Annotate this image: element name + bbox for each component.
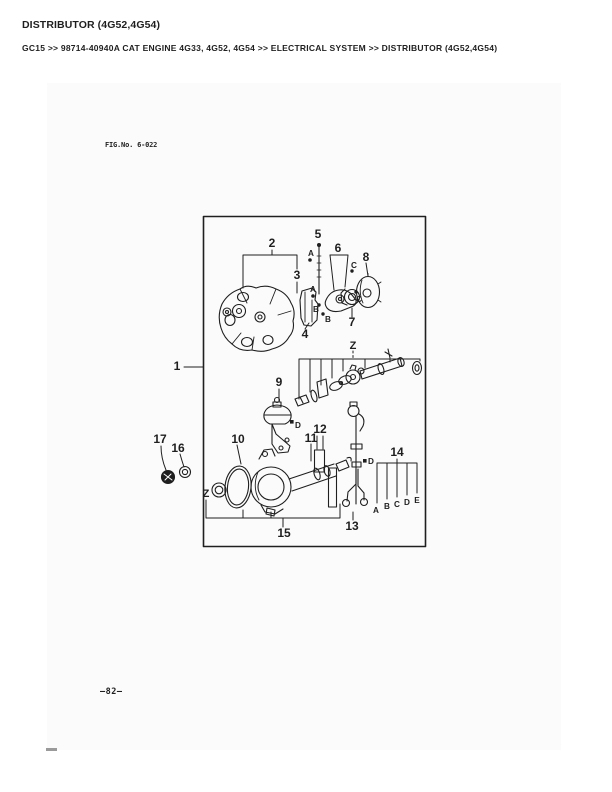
callout-1: 1	[173, 359, 181, 373]
scan-artifact-mark	[46, 748, 57, 751]
vacuum-advance-unit	[264, 398, 291, 454]
distributor-cap	[219, 286, 294, 351]
leader-10	[237, 445, 241, 464]
bracket-14	[377, 459, 417, 503]
callout-11: 11	[304, 431, 318, 445]
screw-a-1	[308, 258, 312, 262]
callout-4: 4	[301, 327, 309, 341]
callout-legend-c: C	[394, 500, 400, 509]
callout-9: 9	[275, 375, 283, 389]
callout-8: 8	[362, 250, 370, 264]
leader-12	[317, 436, 323, 449]
callout-labels	[153, 227, 420, 540]
screw-c-2	[354, 290, 357, 293]
callout-a-2: A	[310, 285, 316, 294]
callout-legend-b: B	[384, 502, 390, 511]
callout-legend-d: D	[404, 498, 410, 507]
drive-shaft-assembly	[295, 349, 422, 406]
screw-a-2	[311, 294, 315, 298]
shaft-end-washer	[413, 362, 422, 375]
callout-2: 2	[268, 236, 276, 250]
callout-13: 13	[345, 519, 359, 533]
leader-17	[161, 446, 166, 470]
callout-b-1: B	[313, 305, 319, 314]
callout-14: 14	[390, 445, 404, 459]
screw-d-2	[363, 459, 367, 463]
callout-d-1: D	[295, 421, 301, 430]
screw-d-1	[290, 420, 294, 424]
figure-number-label: FIG.No. 6-022	[105, 141, 158, 149]
bracket-6	[330, 255, 348, 290]
breadcrumb: GC15 >> 98714-40940A CAT ENGINE 4G33, 4G52, 4G54 >> ELECTRICAL SYSTEM >> DISTRIBUTOR (4G52,4G54)	[22, 43, 498, 53]
callout-z-bottom: Z	[202, 488, 210, 500]
spring-sleeve	[329, 468, 337, 507]
o-ring	[212, 483, 226, 497]
callout-legend-a: A	[373, 506, 379, 515]
tension-rod	[343, 402, 368, 507]
callout-15: 15	[277, 526, 291, 540]
leader-16	[180, 454, 184, 467]
figure-border	[204, 217, 426, 547]
gasket	[223, 465, 253, 509]
callout-17: 17	[153, 432, 167, 446]
callout-z-top: Z	[349, 340, 357, 352]
callout-c-2: C	[356, 295, 362, 304]
callout-10: 10	[231, 432, 245, 446]
callout-7: 7	[348, 315, 356, 329]
callout-16: 16	[171, 441, 185, 455]
bracket-2	[243, 250, 297, 288]
callout-legend-e: E	[414, 496, 420, 505]
callout-5: 5	[314, 227, 322, 241]
callout-12: 12	[313, 422, 327, 436]
fastener-dots	[290, 258, 367, 462]
callout-6: 6	[334, 241, 342, 255]
callout-b-2: B	[325, 315, 331, 324]
washer	[180, 467, 191, 478]
screw-part-5	[317, 243, 321, 294]
page-number: –82–	[100, 687, 123, 697]
callout-d-2: D	[368, 457, 374, 466]
carbon-brush	[223, 305, 246, 318]
callout-c-1: C	[351, 261, 357, 270]
callout-a-1: A	[308, 249, 314, 258]
page-title: DISTRIBUTOR (4G52,4G54)	[22, 19, 161, 31]
callout-3: 3	[293, 268, 301, 282]
